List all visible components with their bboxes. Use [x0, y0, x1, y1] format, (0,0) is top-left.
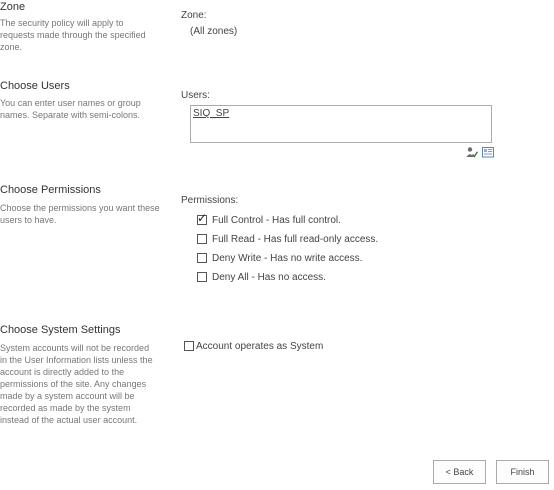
full-control-checkbox[interactable] — [197, 211, 208, 225]
full-control-label: Full Control - Has full control. — [212, 214, 341, 226]
permissions-label: Permissions: — [181, 195, 239, 206]
finish-button[interactable]: Finish — [496, 460, 549, 484]
deny-all-label: Deny All - Has no access. — [212, 271, 326, 283]
user-token[interactable]: SIQ_SP — [193, 108, 230, 119]
permissions-section-title: Choose Permissions — [0, 184, 101, 196]
permissions-section-description: Choose the permissions you want these users to have. — [0, 203, 160, 225]
checkmark-icon: ✓ — [197, 211, 208, 225]
permission-option-deny-write[interactable] — [197, 251, 362, 265]
account-operates-as-system-checkbox[interactable] — [184, 341, 194, 351]
browse-address-book-icon[interactable] — [482, 145, 494, 157]
users-input[interactable] — [190, 105, 492, 143]
permission-option-full-read[interactable] — [197, 232, 378, 246]
zone-section-description: The security policy will apply to requests made through the specified zone. — [0, 18, 146, 52]
full-read-checkbox[interactable] — [197, 234, 207, 244]
account-operates-as-system-option[interactable] — [184, 339, 323, 353]
users-label: Users: — [181, 90, 210, 101]
deny-write-label: Deny Write - Has no write access. — [212, 252, 363, 264]
full-read-label: Full Read - Has full read-only access. — [212, 233, 379, 245]
zone-section-title: Zone — [0, 1, 26, 13]
zone-label: Zone: — [181, 10, 207, 21]
deny-write-checkbox[interactable] — [197, 253, 207, 263]
permission-option-full-control[interactable] — [197, 213, 341, 227]
check-names-icon[interactable] — [466, 145, 478, 157]
users-section-title: Choose Users — [0, 80, 70, 92]
back-button[interactable]: < Back — [433, 460, 486, 484]
account-operates-as-system-label: Account operates as System — [196, 340, 324, 352]
users-section-description: You can enter user names or group names. Separate with semi-colons. — [0, 98, 141, 120]
system-section-description: System accounts will not be recorded in the User Information lists unless the account is directly added to the permissions of the site. Any changes made by a system account will be recorded as made by the system instead of the actual user account. — [0, 343, 153, 425]
deny-all-checkbox[interactable] — [197, 272, 207, 282]
system-section-title: Choose System Settings — [0, 324, 121, 336]
permission-option-deny-all[interactable] — [197, 270, 326, 284]
zone-value: (All zones) — [190, 26, 238, 37]
